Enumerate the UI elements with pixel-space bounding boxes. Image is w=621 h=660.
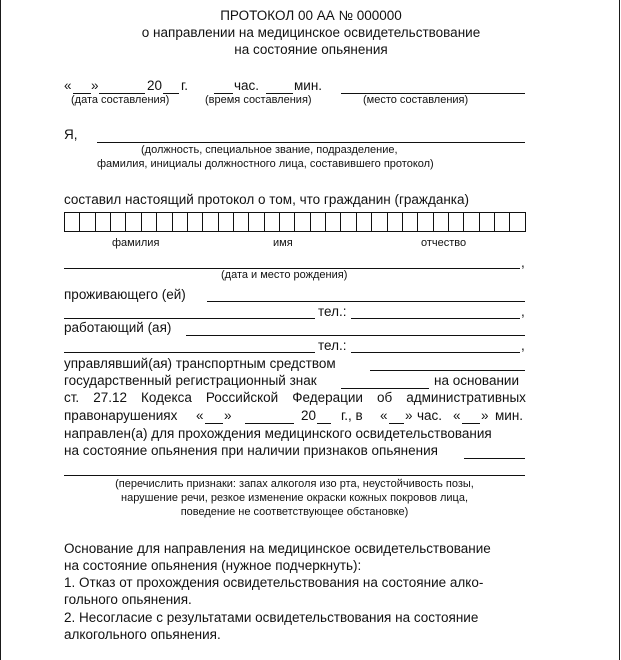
hours-label: час. <box>234 78 260 93</box>
ref-min-quote-open: « <box>453 408 461 423</box>
residence-comma: , <box>521 304 525 319</box>
ground-option-1a[interactable]: 1. Отказ от прохождения освидетельствования на состояние алко- <box>64 575 484 590</box>
ground-option-2b[interactable]: алкогольного опьянения. <box>64 627 221 642</box>
minutes-label: мин. <box>294 78 323 93</box>
work-tel-label: тел.: <box>318 338 347 353</box>
article-line: ст. 27.12 Кодекса Российской Федерации об административных <box>64 390 526 405</box>
basis-label: на основании <box>434 373 520 388</box>
referral-text: направлен(а) для прохождения медицинского освидетельствования <box>64 426 492 441</box>
signs-field-1[interactable] <box>464 458 525 459</box>
offenses-word: правонарушениях <box>64 408 178 423</box>
ref-minutes-label: мин. <box>495 408 524 423</box>
residence-tel-label: тел.: <box>318 304 347 319</box>
residence-label: проживающего (ей) <box>64 287 186 302</box>
date-quote-close: » <box>91 78 99 93</box>
officer-caption-1: (должность, специальное звание, подразделение, <box>141 144 398 156</box>
year-prefix: 20 <box>147 78 163 93</box>
year-suffix: г. <box>181 78 189 93</box>
ground-option-2a[interactable]: 2. Несогласие с результатами освидетельствования на состояние <box>64 610 479 625</box>
residence-tel-field[interactable] <box>351 318 520 319</box>
citizen-intro: составил настоящий протокол о том, что гражданин (гражданка) <box>64 192 469 207</box>
name-letter-grid[interactable] <box>64 212 526 232</box>
surname-caption: фамилия <box>112 237 160 249</box>
grounds-line-2: на состояние опьянения (нужное подчеркнуть): <box>64 558 362 573</box>
protocol-subtitle-1: о направлении на медицинское освидетельствование <box>141 25 481 40</box>
work-comma: , <box>521 338 525 353</box>
ref-hours-quote-open: « <box>380 408 388 423</box>
birth-comma: , <box>521 255 525 270</box>
ref-quote-open: « <box>196 408 204 423</box>
work-tel-field[interactable] <box>351 352 520 353</box>
ref-day-field[interactable] <box>205 423 223 424</box>
officer-label: Я, <box>64 127 78 142</box>
ref-hours-quote-close: » <box>405 408 413 423</box>
ref-year-field[interactable] <box>317 423 331 424</box>
birth-caption: (дата и место рождения) <box>221 269 348 281</box>
residence-field-2[interactable] <box>64 318 315 319</box>
ground-option-1b[interactable]: гольного опьянения. <box>64 592 192 607</box>
protocol-subtitle-2: на состояние опьянения <box>234 42 388 57</box>
residence-field[interactable] <box>207 301 525 302</box>
officer-caption-2: фамилия, инициалы должностного лица, составившего протокол) <box>97 158 434 170</box>
signs-field-2[interactable] <box>64 475 525 476</box>
work-field[interactable] <box>186 335 525 336</box>
time-caption: (время составления) <box>205 94 312 106</box>
work-label: работающий (ая) <box>64 320 172 335</box>
ref-hours-label: час. <box>417 408 443 423</box>
plate-field[interactable] <box>341 388 429 389</box>
ref-minutes-field[interactable] <box>462 423 480 424</box>
ref-year-prefix: 20 <box>301 408 317 423</box>
signs-caption-2: нарушение речи, резкое изменение окраски кожных покровов лица, <box>121 492 468 504</box>
firstname-caption: имя <box>273 237 293 249</box>
signs-text: на состояние опьянения при наличии признаков опьянения <box>64 443 438 458</box>
officer-field[interactable] <box>97 142 525 143</box>
protocol-title: ПРОТОКОЛ 00 АА № 000000 <box>220 8 402 23</box>
place-caption: (место составления) <box>363 94 469 106</box>
patronymic-caption: отчество <box>421 237 467 249</box>
ref-quote-close: » <box>224 408 232 423</box>
ref-min-quote-close: » <box>481 408 489 423</box>
date-quote-open: « <box>64 78 72 93</box>
grounds-line-1: Основание для направления на медицинское освидетельствование <box>64 541 491 556</box>
signs-caption-1: (перечислить признаки: запах алкоголя изо рта, неустойчивость позы, <box>115 478 474 490</box>
vehicle-label: управлявший(ая) транспортным средством <box>64 356 336 371</box>
date-caption: (дата составления) <box>71 94 170 106</box>
ref-year-suffix: г., в <box>341 408 363 423</box>
plate-label: государственный регистрационный знак <box>64 373 317 388</box>
vehicle-field[interactable] <box>370 370 525 371</box>
signs-caption-3: поведение не соответствующее обстановке) <box>180 506 409 518</box>
ref-month-field[interactable] <box>245 423 294 424</box>
ref-hours-field[interactable] <box>389 423 404 424</box>
work-field-2[interactable] <box>64 352 315 353</box>
